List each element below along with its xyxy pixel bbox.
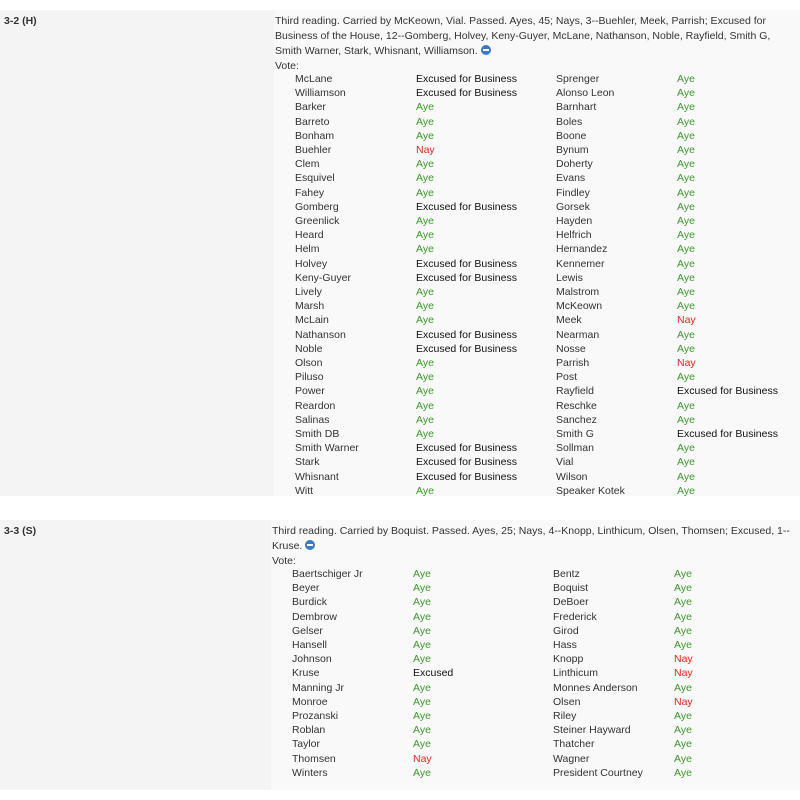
- vote-value: Aye: [416, 357, 434, 370]
- vote-value: Aye: [413, 710, 431, 723]
- vote-value: Aye: [677, 413, 695, 426]
- vote-value: Aye: [413, 624, 431, 637]
- vote-value: Aye: [416, 314, 434, 327]
- legislator-name: Clem: [295, 158, 320, 171]
- legislator-name: Hass: [553, 639, 577, 652]
- vote-value: Aye: [674, 738, 692, 751]
- vote-label: Vote:: [272, 555, 296, 567]
- legislator-name: Thomsen: [292, 752, 336, 765]
- legislator-name: Salinas: [295, 413, 330, 426]
- legislator-name: Nathanson: [295, 328, 346, 341]
- vote-value: Excused for Business: [416, 342, 517, 355]
- legislator-name: Linthicum: [553, 667, 598, 680]
- legislator-name: Thatcher: [553, 738, 595, 751]
- vote-value: Aye: [416, 229, 434, 242]
- legislator-name: Alonso Leon: [556, 87, 615, 100]
- vote-value: Aye: [674, 766, 692, 779]
- vote-value: Aye: [674, 624, 692, 637]
- legislator-name: Olsen: [553, 695, 581, 708]
- vote-value: Aye: [416, 371, 434, 384]
- legislator-name: Monroe: [292, 695, 328, 708]
- legislator-name: Hansell: [292, 639, 328, 652]
- vote-value: Excused: [413, 667, 454, 680]
- history-entry-senate: [0, 520, 800, 790]
- action-description: Third reading. Carried by Boquist. Passed. Ayes, 25; Nays, 4--Knopp, Linthicum, Olsen, Thomsen; Excused, 1--Kruse.: [272, 525, 790, 552]
- vote-value: Aye: [416, 428, 434, 441]
- vote-grid: [295, 72, 800, 498]
- legislator-name: Power: [295, 385, 325, 398]
- vote-value: Aye: [416, 286, 434, 299]
- vote-value: Aye: [677, 257, 695, 270]
- legislator-name: Helfrich: [556, 229, 592, 242]
- legislator-name: DeBoer: [553, 596, 589, 609]
- legislator-name: Reschke: [556, 399, 597, 412]
- action-description: Third reading. Carried by McKeown, Vial. Passed. Ayes, 45; Nays, 3--Buehler, Meek, Parrish; Excused for Business of the House, 12--Gomberg, Holvey, Keny-Guyer, McLane, Nathanson, Noble, Rayfield, Smith G, Smith Warner, Stark, Whisnant, Williamson.: [275, 15, 771, 57]
- legislator-name: Gorsek: [556, 200, 590, 213]
- vote-value: Aye: [413, 738, 431, 751]
- vote-value: Aye: [677, 172, 695, 185]
- legislator-name: Boone: [556, 129, 587, 142]
- legislator-name: Monnes Anderson: [553, 681, 638, 694]
- vote-value: Aye: [416, 158, 434, 171]
- entry-detail: [271, 520, 800, 790]
- vote-value: Aye: [416, 243, 434, 256]
- legislator-name: Riley: [553, 710, 577, 723]
- vote-grid: [292, 567, 800, 780]
- vote-value: Aye: [416, 186, 434, 199]
- vote-value: Excused for Business: [416, 257, 517, 270]
- legislator-name: Smith DB: [295, 428, 340, 441]
- vote-value: Aye: [674, 582, 692, 595]
- vote-value: Aye: [416, 101, 434, 114]
- vote-value: Aye: [413, 724, 431, 737]
- legislator-name: Keny-Guyer: [295, 271, 352, 284]
- legislator-name: Helm: [295, 243, 320, 256]
- vote-value: Excused for Business: [677, 428, 778, 441]
- vote-value: Aye: [416, 129, 434, 142]
- legislator-name: Gomberg: [295, 200, 339, 213]
- vote-value: Aye: [677, 144, 695, 157]
- legislator-name: Rayfield: [556, 385, 594, 398]
- legislator-name: Williamson: [295, 87, 346, 100]
- legislator-name: Winters: [292, 766, 328, 779]
- vote-value: Aye: [413, 695, 431, 708]
- vote-value: Aye: [677, 328, 695, 341]
- legislator-name: Wagner: [553, 752, 590, 765]
- vote-value: Excused for Business: [677, 385, 778, 398]
- legislator-name: Greenlick: [295, 215, 340, 228]
- legislator-name: Frederick: [553, 610, 597, 623]
- legislator-name: Manning Jr: [292, 681, 344, 694]
- legislator-name: Wilson: [556, 470, 588, 483]
- vote-value: Aye: [677, 129, 695, 142]
- legislator-name: Barnhart: [556, 101, 597, 114]
- vote-value: Aye: [416, 399, 434, 412]
- history-entry-house: [0, 10, 800, 496]
- legislator-name: Smith G: [556, 428, 594, 441]
- vote-value: Aye: [413, 639, 431, 652]
- legislator-name: Whisnant: [295, 470, 339, 483]
- legislator-name: Boquist: [553, 582, 589, 595]
- legislator-name: Piluso: [295, 371, 324, 384]
- vote-value: Aye: [677, 115, 695, 128]
- vote-value: Aye: [413, 766, 431, 779]
- vote-value: Excused for Business: [416, 470, 517, 483]
- vote-value: Aye: [677, 243, 695, 256]
- vote-value: Aye: [413, 596, 431, 609]
- legislator-name: Holvey: [295, 257, 328, 270]
- vote-value: Excused for Business: [416, 87, 517, 100]
- vote-value: Aye: [413, 681, 431, 694]
- vote-value: Aye: [416, 172, 434, 185]
- vote-value: Excused for Business: [416, 456, 517, 469]
- vote-label: Vote:: [275, 60, 299, 72]
- vote-value: Excused for Business: [416, 271, 517, 284]
- legislator-name: Sollman: [556, 442, 594, 455]
- vote-value: Aye: [674, 681, 692, 694]
- entry-detail: [274, 10, 800, 496]
- legislator-name: Barker: [295, 101, 326, 114]
- legislator-name: Barreto: [295, 115, 330, 128]
- vote-value: Aye: [677, 271, 695, 284]
- vote-value: Aye: [677, 286, 695, 299]
- vote-value: Aye: [674, 596, 692, 609]
- legislator-name: Fahey: [295, 186, 325, 199]
- legislator-name: McKeown: [556, 300, 603, 313]
- vote-value: Aye: [674, 639, 692, 652]
- vote-value: Aye: [677, 399, 695, 412]
- action-text: [272, 524, 796, 554]
- legislator-name: Bonham: [295, 129, 335, 142]
- vote-value: Aye: [677, 442, 695, 455]
- legislator-name: Olson: [295, 357, 323, 370]
- legislator-name: Taylor: [292, 738, 321, 751]
- vote-value: Excused for Business: [416, 442, 517, 455]
- vote-value: Aye: [674, 710, 692, 723]
- legislator-name: Beyer: [292, 582, 320, 595]
- vote-value: Aye: [416, 385, 434, 398]
- minus-circle-icon[interactable]: [481, 45, 491, 55]
- vote-value: Aye: [416, 484, 434, 497]
- entry-date: 3-3 (S): [4, 525, 37, 537]
- legislator-name: McLane: [295, 73, 333, 85]
- legislator-name: Parrish: [556, 357, 590, 370]
- vote-value: Aye: [677, 342, 695, 355]
- legislator-name: Kruse: [292, 667, 320, 680]
- legislator-name: Nearman: [556, 328, 600, 341]
- minus-circle-icon[interactable]: [305, 540, 315, 550]
- vote-value: Aye: [677, 158, 695, 171]
- vote-value: Nay: [674, 667, 693, 680]
- legislator-name: Evans: [556, 172, 586, 185]
- vote-value: Aye: [677, 73, 695, 85]
- legislator-name: Lively: [295, 286, 322, 299]
- vote-value: Excused for Business: [416, 200, 517, 213]
- legislator-name: Malstrom: [556, 286, 600, 299]
- legislator-name: Johnson: [292, 653, 332, 666]
- vote-value: Aye: [416, 300, 434, 313]
- vote-value: Aye: [677, 186, 695, 199]
- legislator-name: Baertschiger Jr: [292, 568, 363, 580]
- legislator-name: Esquivel: [295, 172, 335, 185]
- vote-value: Nay: [677, 314, 696, 327]
- vote-value: Aye: [674, 610, 692, 623]
- vote-value: Aye: [677, 300, 695, 313]
- legislator-name: Sanchez: [556, 413, 597, 426]
- vote-value: Aye: [413, 653, 431, 666]
- vote-value: Aye: [674, 568, 692, 580]
- vote-value: Aye: [677, 456, 695, 469]
- action-text: [275, 14, 796, 59]
- vote-value: Nay: [416, 144, 435, 157]
- legislator-name: Witt: [295, 484, 314, 497]
- legislator-name: Gelser: [292, 624, 323, 637]
- legislator-name: Knopp: [553, 653, 584, 666]
- vote-value: Nay: [674, 695, 693, 708]
- legislator-name: Sprenger: [556, 73, 600, 85]
- vote-value: Aye: [677, 484, 695, 497]
- legislator-name: Marsh: [295, 300, 325, 313]
- legislator-name: Hernandez: [556, 243, 608, 256]
- legislator-name: Bynum: [556, 144, 589, 157]
- legislator-name: Prozanski: [292, 710, 339, 723]
- vote-value: Aye: [416, 115, 434, 128]
- legislator-name: Roblan: [292, 724, 326, 737]
- vote-value: Aye: [416, 215, 434, 228]
- vote-value: Aye: [677, 101, 695, 114]
- legislator-name: Nosse: [556, 342, 586, 355]
- legislator-name: President Courtney: [553, 766, 643, 779]
- legislator-name: Lewis: [556, 271, 583, 284]
- legislator-name: Buehler: [295, 144, 332, 157]
- legislator-name: Girod: [553, 624, 579, 637]
- entry-date: 3-2 (H): [4, 15, 37, 27]
- vote-value: Aye: [677, 470, 695, 483]
- vote-value: Aye: [677, 371, 695, 384]
- legislator-name: Findley: [556, 186, 590, 199]
- vote-value: Nay: [674, 653, 693, 666]
- legislator-name: Vial: [556, 456, 574, 469]
- legislator-name: Meek: [556, 314, 582, 327]
- legislator-name: Heard: [295, 229, 324, 242]
- legislator-name: Steiner Hayward: [553, 724, 631, 737]
- vote-value: Nay: [413, 752, 432, 765]
- legislator-name: Boles: [556, 115, 583, 128]
- legislator-name: Post: [556, 371, 578, 384]
- vote-value: Aye: [416, 413, 434, 426]
- vote-value: Aye: [413, 582, 431, 595]
- vote-value: Nay: [677, 357, 696, 370]
- legislator-name: Noble: [295, 342, 323, 355]
- legislator-name: Doherty: [556, 158, 593, 171]
- vote-value: Aye: [413, 568, 431, 580]
- vote-value: Aye: [677, 215, 695, 228]
- legislator-name: Smith Warner: [295, 442, 359, 455]
- vote-value: Aye: [674, 752, 692, 765]
- vote-value: Aye: [677, 87, 695, 100]
- vote-value: Excused for Business: [416, 328, 517, 341]
- legislator-name: Burdick: [292, 596, 328, 609]
- legislator-name: Dembrow: [292, 610, 337, 623]
- legislator-name: Speaker Kotek: [556, 484, 625, 497]
- legislator-name: Reardon: [295, 399, 336, 412]
- vote-value: Aye: [674, 724, 692, 737]
- vote-value: Aye: [677, 200, 695, 213]
- legislator-name: Bentz: [553, 568, 580, 580]
- vote-value: Aye: [677, 229, 695, 242]
- legislator-name: Kennemer: [556, 257, 605, 270]
- vote-value: Excused for Business: [416, 73, 517, 85]
- legislator-name: Hayden: [556, 215, 593, 228]
- vote-value: Aye: [413, 610, 431, 623]
- legislator-name: McLain: [295, 314, 329, 327]
- legislator-name: Stark: [295, 456, 320, 469]
